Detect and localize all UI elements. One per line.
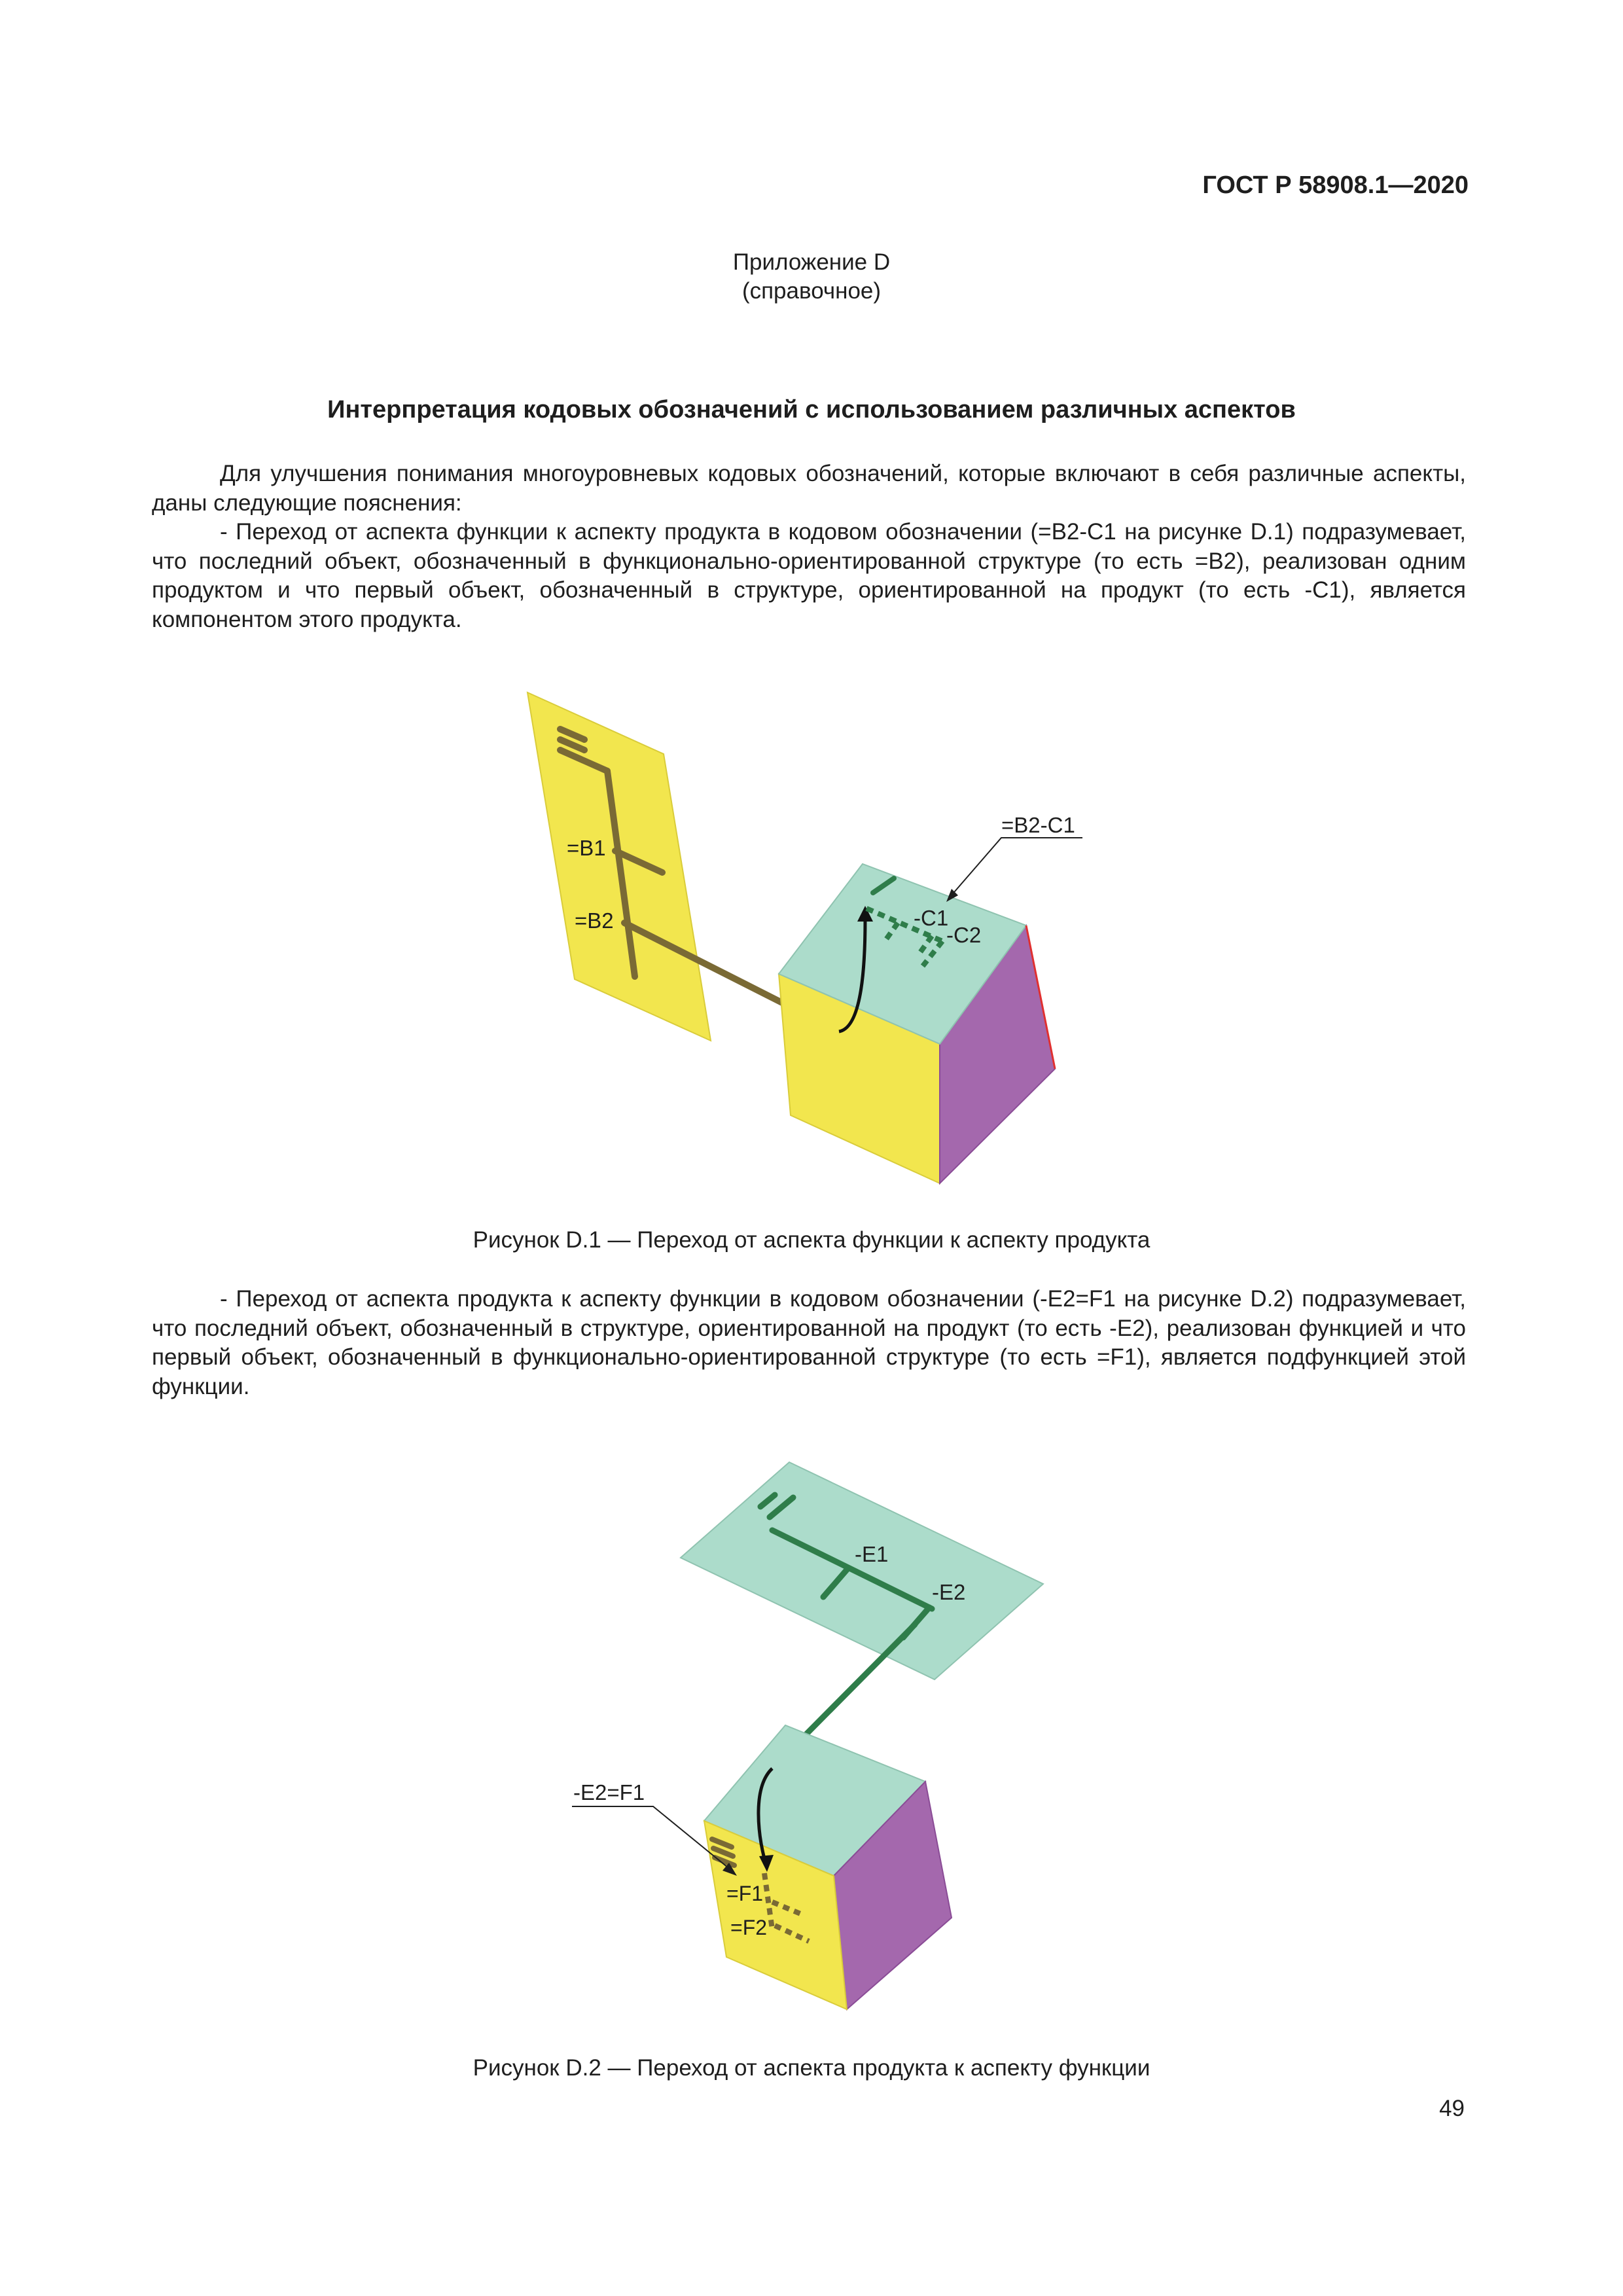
- callout-line: [950, 838, 1082, 897]
- label-c2: -C2: [946, 923, 982, 947]
- figure-d1-caption: Рисунок D.1 — Переход от аспекта функции к аспекту продукта: [473, 1227, 1150, 1253]
- label-f2: =F2: [730, 1916, 768, 1939]
- label-f1: =F1: [726, 1882, 764, 1905]
- annex-type: (справочное): [741, 278, 882, 304]
- section-title: Интерпретация кодовых обозначений с использованием различных аспектов: [327, 396, 1296, 423]
- callout-label: -E2=F1: [573, 1780, 645, 1804]
- callout-label: =B2-C1: [1001, 813, 1075, 837]
- figure-d1: [510, 681, 1099, 1191]
- label-e2: -E2: [932, 1580, 966, 1604]
- label-b2: =B2: [575, 908, 614, 933]
- figure-d2-caption: Рисунок D.2 — Переход от аспекта продукта к аспекту функции: [473, 2055, 1150, 2081]
- paragraph-product-to-function: - Переход от аспекта продукта к аспекту функции в кодовом обозначении (-E2=F1 на рисунке D.2) подразумевает, что последний объект, обозначенный в структуре, ориентированной на продукт (то есть -E2), реализован функцией и что первый объект, обозначенный в функционально-ориентированной структуре (то есть =F1), является подфункцией этой функции.: [152, 1286, 1466, 1399]
- annex-title: Приложение D: [732, 249, 891, 275]
- label-b1: =B1: [567, 836, 606, 860]
- product-plane: [681, 1462, 1043, 1679]
- paragraph-function-to-product: - Переход от аспекта функции к аспекту продукта в кодовом обозначении (=B2-C1 на рисунке D.1) подразумевает, что последний объект, обозначенный в функционально-ориентированной структуре (то есть =B2), реализован одним продуктом и что первый объект, обозначенный в структуре, ориентированной на продукт (то есть -C1), является компонентом этого продукта.: [152, 519, 1466, 632]
- document-code: ГОСТ Р 58908.1—2020: [1202, 171, 1469, 199]
- intro-paragraph: Для улучшения понимания многоуровневых кодовых обозначений, которые включают в себя различные аспекты, даны следующие пояснения:: [152, 461, 1466, 516]
- label-c1: -C1: [914, 906, 949, 930]
- figure-d2: [563, 1446, 1060, 2022]
- page-number: 49: [1439, 2096, 1465, 2121]
- label-e1: -E1: [855, 1542, 889, 1566]
